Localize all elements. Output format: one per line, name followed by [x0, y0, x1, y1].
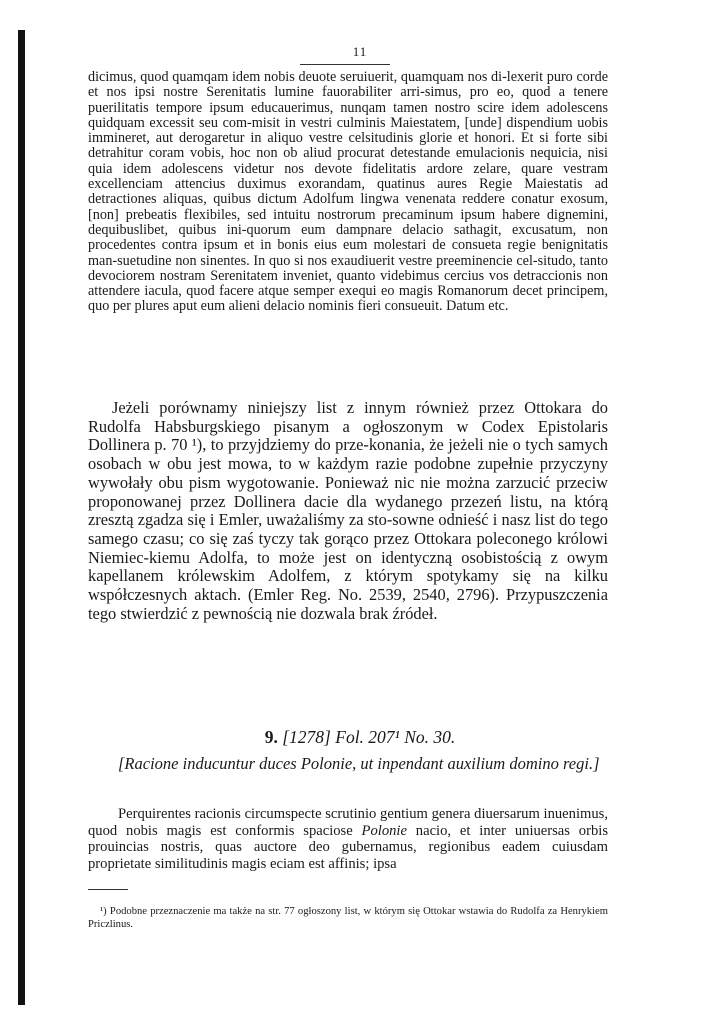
footnote-text: Podobne przeznaczenie ma także na str. 77 ogłoszony list, w którym się Ottokar wstawia do Rudolfa za Henrykiem Priczlinus.	[88, 906, 608, 930]
section-rubric	[88, 754, 608, 773]
document-paragraph	[88, 806, 608, 872]
latin-letter-paragraph: dicimus, quod quamqam idem nobis deuote seruiuerit, quamquam nos di-lexerit puro corde et nos ipsi nostre Serenitatis lumine fauorabiliter arri-simus, pro eo, quod a tenere puerilitatis tempore ipsum educauerimus, nunqam tamen nostro scire idem adolescens quidquam excessit seu com-misit in vestri culminis Maiestatem, [unde] dispendium uobis immineret, aut derogaretur in aliquo vestre celsitudinis glorie et honori. Et si forte sibi detrahitur coram vobis, hoc non ob aliud procurat detestande emulacionis nequicia, nisi quia idem adolescens videtur nos devote fidelitatis ardore zelare, quare vestram excellenciam attencius duximus exorandam, quatinus aures Regie Maiestatis ad detractiones aliquas, quibus dictum Adolfum lingwa venenata reddere conatur exosum, [non] prebeatis flexibiles, sed intuitu nostrorum precaminum ipsum habere dignemini, dequibuslibet, quibus ini-quorum eum dampnare delacio sathagit, excusatum, non procedentes contra ipsum et in bonis eius eum molestari de consueta regie benignitatis man-suetudine non sinentes. In quo si nos exaudiuerit vestre preeminencie cel-situdo, tanto devociorem nostram Serenitatem inveniet, quanto videbimus cercius vos detraccionis non attendere iacula, quod facere atque semper exequi eo magis Romanorum decet principem, quo per plures aput eum alieni delacio nominis fieri consueuit. Datum etc.	[88, 69, 608, 315]
polish-commentary-paragraph: Jeżeli porównamy niniejszy list z innym również przez Ottokara do Rudolfa Habsburgskiego pisanym a ogłoszonym w Codex Epistolaris Dollinera p. 70 ¹), to przyjdziemy do prze-konania, że jeżeli nie o tych samych osobach w obu jest mowa, to w każdym razie podobne zupełnie przyczyny wywołały obu pism wygotowanie. Ponieważ nic nie można zarzucić przeciw proponowanej przez Dollinera dacie dla wydanego przezeń listu, na którą zresztą zgadza się i Emler, uważaliśmy za sto-sowne odnieść i nasz list do tego samego czasu; co się zaś tyczy tak gorąco przez Ottokara poleconego królowi Niemiec-kiemu Adolfa, to może jest on identyczną osobistością z owym kapellanem królewskim Adolfem, z którym spotykamy się na kilku współczesnych aktach. (Emler Reg. No. 2539, 2540, 2796). Przypuszczenia tego stwierdzić z pewnością nie dozwala brak źródeł.	[88, 398, 608, 623]
section-folio: Fol. 207¹	[335, 727, 400, 747]
page-number: 11	[352, 44, 368, 59]
binding-shadow	[18, 30, 25, 1005]
rubric-text: [Racione inducuntur duces Polonie, ut inpendant auxilium domino regi.]	[118, 754, 600, 773]
section-doc-no: No. 30.	[404, 727, 456, 747]
document-emphasis: Polonie	[361, 822, 407, 839]
document-text	[88, 806, 608, 872]
latin-letter-text	[88, 70, 608, 315]
section-date: [1278]	[282, 727, 331, 747]
document-text-after: nacio, et inter uniuersas orbis prouincias nostris, quas auctore deo gubernamus, regionibus eadem cuiusdam proprietate similitudinis magis eciam est affinis; ipsa	[88, 822, 608, 872]
footnote	[88, 905, 608, 931]
polish-commentary	[88, 399, 608, 623]
footnote-marker: ¹)	[100, 906, 107, 917]
footnote-rule	[88, 889, 128, 890]
section-heading	[0, 727, 720, 748]
section-number: 9.	[264, 727, 278, 747]
footnote-paragraph	[88, 905, 608, 931]
document-text-before: Perquirentes racionis circumspecte scrutinio gentium genera diuersarum inuenimus, quod nobis magis est conformis spaciose	[88, 806, 608, 839]
page-number-rule	[300, 64, 390, 65]
